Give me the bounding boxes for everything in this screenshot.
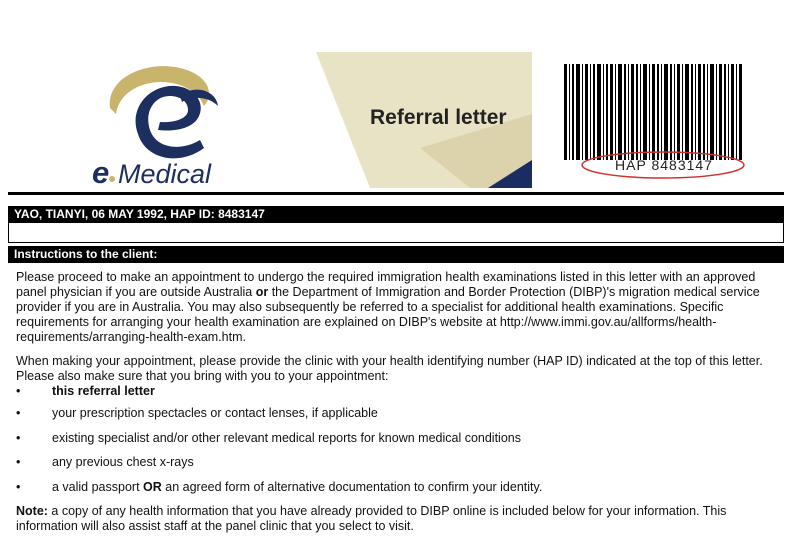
bullet-passport-b: an agreed form of alternative documentation to confirm your identity.: [161, 479, 543, 494]
emedical-logo: [88, 56, 248, 188]
banner-title: Referral letter: [370, 106, 507, 129]
para1-bold-or: or: [255, 285, 269, 299]
client-id-box: [8, 223, 784, 243]
referral-banner: [308, 52, 532, 188]
bullet-passport-a: a valid passport: [52, 479, 144, 494]
bring-items-list: [16, 384, 778, 504]
list-item: [16, 480, 778, 505]
instructions-paragraph-1: [16, 270, 778, 345]
para1-text-a: Please proceed to make an appointment to undergo the required immigration health examinations listed in this letter with an approved panel physician if you are outside Australia: [16, 270, 756, 299]
para1-text-b: the Department of Immigration and Border Protection (DIBP)'s migration medical service provider if you are in Australia. You may also subsequently be referred to a specialist for additional health examinations. Specific requirements for arranging your health examination are explained on DIBP's website at http://www.immi.gov.au/allforms/health-requirements/arranging-health-exam.htm.: [16, 285, 760, 344]
instructions-paragraph-2: When making your appointment, please provide the clinic with your health identifying number (HAP ID) indicated at the top of this letter. Please also make sure that you bring with you to your appointment:: [16, 354, 763, 383]
emedical-logo-graphic: [88, 56, 248, 188]
barcode-bars: [564, 64, 742, 160]
note-text: a copy of any health information that you have already provided to DIBP online is included below for your information. This information will also assist staff at the panel clinic that you select to visit.: [16, 504, 727, 533]
instructions-note: [16, 504, 778, 534]
list-item: [16, 406, 778, 431]
instructions-heading: Instructions to the client:: [8, 246, 784, 263]
note-label: Note:: [16, 504, 48, 518]
svg-text:e: e: [92, 155, 110, 188]
bullet-specialist-reports: existing specialist and/or other relevant medical reports for known medical conditions: [52, 430, 521, 445]
letter-header: [8, 52, 784, 190]
bullet-referral-letter: this referral letter: [52, 384, 155, 398]
bullet-chest-xrays: any previous chest x-rays: [52, 455, 194, 469]
bullet-spectacles: your prescription spectacles or contact lenses, if applicable: [52, 406, 378, 420]
bullet-passport-or: OR: [143, 479, 162, 494]
list-item: [16, 384, 778, 406]
list-item: [16, 455, 778, 480]
instructions-body: [16, 270, 778, 534]
barcode: [564, 64, 742, 160]
barcode-number: HAP 8483147: [615, 157, 713, 173]
svg-text:Medical: Medical: [118, 159, 212, 188]
client-id-bar: YAO, TIANYI, 06 MAY 1992, HAP ID: 8483147: [8, 206, 784, 223]
list-item: [16, 431, 778, 456]
header-divider: [8, 192, 784, 195]
